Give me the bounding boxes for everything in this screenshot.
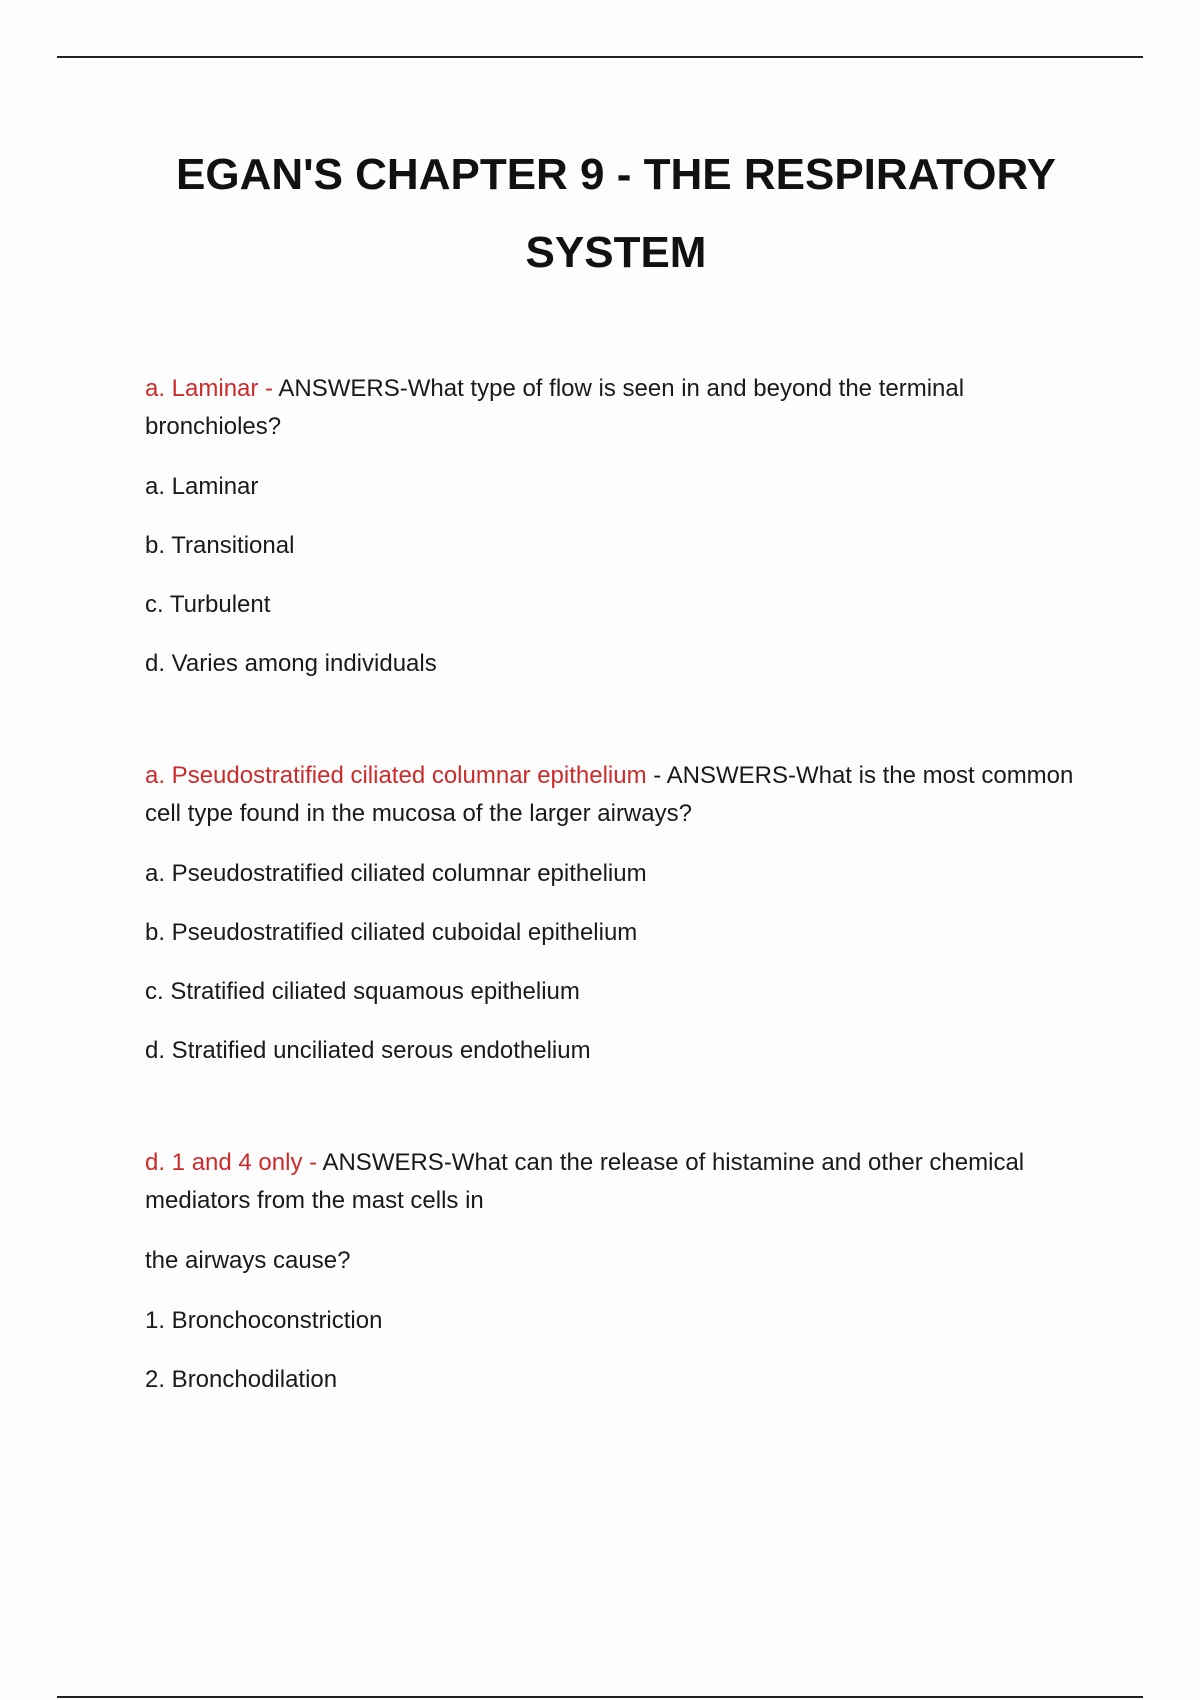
option-item: a. Laminar [145,473,259,500]
option-item: 2. Bronchodilation [145,1366,338,1393]
question-text [145,1144,1105,1220]
question-continuation: the airways cause? [145,1247,351,1274]
question-prompt: ANSWERS-What can the release of histamine and other chemical mediators from the mast cells in [145,1149,1025,1214]
answer-highlight: d. 1 and 4 only - [145,1149,318,1176]
answer-highlight: a. Laminar - [145,375,274,402]
document-body [145,370,1105,1420]
option-item: 1. Bronchoconstriction [145,1307,383,1334]
option-item: a. Pseudostratified ciliated columnar epithelium [145,860,647,887]
question-block-2 [145,757,1105,1070]
option-item: c. Stratified ciliated squamous epithelium [145,978,580,1005]
question-text [145,757,1105,833]
option-item: d. Varies among individuals [145,650,437,677]
question-prompt: ANSWERS-What type of flow is seen in and beyond the terminal bronchioles? [145,375,965,440]
option-item: d. Stratified unciliated serous endothelium [145,1037,591,1064]
top-rule [57,56,1143,58]
option-item: b. Pseudostratified ciliated cuboidal epithelium [145,919,638,946]
page-title: EGAN'S CHAPTER 9 - THE RESPIRATORY SYSTEM [176,150,1056,277]
question-text [145,370,1105,446]
option-item: b. Transitional [145,532,295,559]
bottom-rule [57,1696,1143,1698]
option-item: c. Turbulent [145,591,271,618]
question-block-1 [145,370,1105,683]
question-block-3 [145,1144,1105,1399]
question-prompt: - ANSWERS-What is the most common cell type found in the mucosa of the larger airways? [145,762,1074,827]
answer-highlight: a. Pseudostratified ciliated columnar epithelium [145,762,647,789]
